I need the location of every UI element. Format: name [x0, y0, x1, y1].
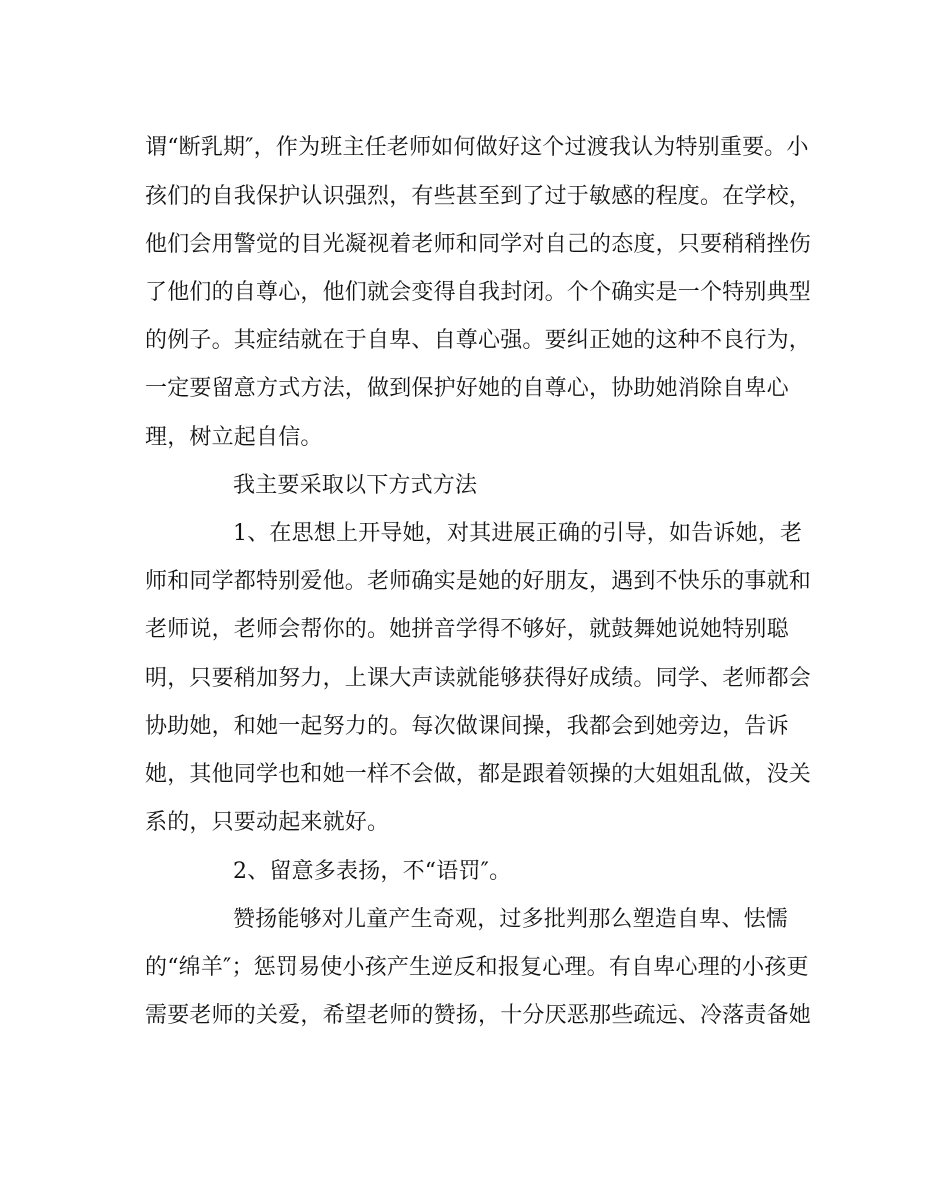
paragraph-line: 明，只要稍加努力，上课大声读就能够获得好成绩。同学、老师都会: [145, 666, 812, 691]
section-heading: 我主要采取以下方式方法: [233, 473, 478, 498]
section-heading: 2、留意多表扬，不“语罚″。: [233, 859, 512, 884]
paragraph-line: 协助她，和她一起努力的。每次做课间操，我都会到她旁边，告诉: [145, 714, 789, 739]
paragraph-line: 谓“断乳期″，作为班主任老师如何做好这个过渡我认为特别重要。小: [145, 135, 809, 160]
paragraph-line: 系的，只要动起来就好。: [145, 810, 390, 835]
paragraph-line: 孩们的自我保护认识强烈，有些甚至到了过于敏感的程度。在学校，: [145, 184, 812, 209]
paragraph-line: 赞扬能够对儿童产生奇观，过多批判那么塑造自卑、怯懦: [233, 907, 789, 932]
paragraph-line: 一定要留意方式方法，做到保护好她的自尊心，协助她消除自卑心: [145, 376, 789, 401]
paragraph-line: 她，其他同学也和她一样不会做，都是跟着领操的大姐姐乱做，没关: [145, 762, 812, 787]
paragraph-line: 的“绵羊″；惩罚易使小孩产生逆反和报复心理。有自卑心理的小孩更: [145, 955, 809, 980]
paragraph-line: 师和同学都特别爱他。老师确实是她的好朋友，遇到不快乐的事就和: [145, 569, 812, 594]
paragraph-line: 理，树立起自信。: [145, 425, 323, 450]
paragraph-line: 需要老师的关爱，希望老师的赞扬，十分厌恶那些疏远、冷落责备她: [145, 1003, 812, 1028]
paragraph-line: 了他们的自尊心，他们就会变得自我封闭。个个确实是一个特别典型: [145, 280, 812, 305]
paragraph-line: 的例子。其症结就在于自卑、自尊心强。要纠正她的这种不良行为，: [145, 328, 812, 353]
paragraph-line: 他们会用警觉的目光凝视着老师和同学对自己的态度，只要稍稍挫伤: [145, 232, 812, 257]
paragraph-line: 老师说，老师会帮你的。她拼音学得不够好，就鼓舞她说她特别聪: [145, 617, 789, 642]
paragraph-line: 1、在思想上开导她，对其进展正确的引导，如告诉她，老: [233, 521, 803, 546]
